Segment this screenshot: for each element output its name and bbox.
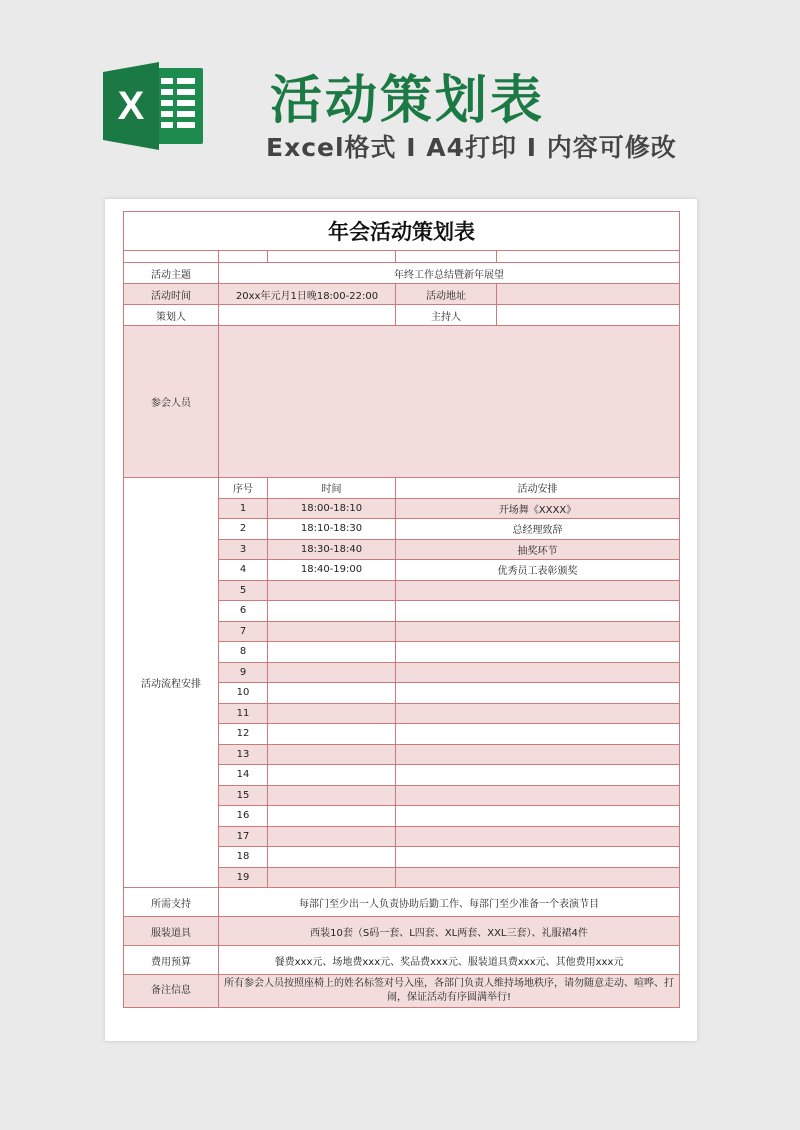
schedule-no-cell[interactable]: 9 — [219, 662, 268, 683]
schedule-time-cell[interactable]: 18:30-18:40 — [268, 539, 396, 560]
place-label: 活动地址 — [396, 284, 497, 305]
gap-cell — [268, 251, 396, 263]
schedule-no-cell[interactable]: 1 — [219, 498, 268, 519]
gap-cell — [396, 251, 497, 263]
attendees-label: 参会人员 — [124, 326, 219, 478]
schedule-item-cell[interactable] — [396, 806, 680, 827]
schedule-no-cell[interactable]: 18 — [219, 847, 268, 868]
schedule-time-cell[interactable]: 18:00-18:10 — [268, 498, 396, 519]
schedule-time-cell[interactable] — [268, 683, 396, 704]
schedule-no-cell[interactable]: 15 — [219, 785, 268, 806]
schedule-no-cell[interactable]: 19 — [219, 867, 268, 888]
schedule-no-cell[interactable]: 16 — [219, 806, 268, 827]
schedule-item-cell[interactable] — [396, 826, 680, 847]
time-value[interactable]: 20xx年元月1日晚18:00-22:00 — [219, 284, 396, 305]
schedule-item-cell[interactable] — [396, 662, 680, 683]
schedule-no-cell[interactable]: 10 — [219, 683, 268, 704]
schedule-label: 活动流程安排 — [124, 478, 219, 888]
gap-cell — [497, 251, 680, 263]
host-label: 主持人 — [396, 305, 497, 326]
schedule-item-cell[interactable]: 优秀员工表彰颁奖 — [396, 560, 680, 581]
theme-label: 活动主题 — [124, 263, 219, 284]
schedule-time-cell[interactable] — [268, 642, 396, 663]
banner-subtitle: Excel格式 I A4打印 I 内容可修改 — [266, 133, 677, 162]
excel-logo-icon — [103, 62, 205, 150]
schedule-item-cell[interactable]: 抽奖环节 — [396, 539, 680, 560]
schedule-header-no: 序号 — [219, 478, 268, 499]
schedule-item-cell[interactable] — [396, 867, 680, 888]
schedule-item-cell[interactable] — [396, 683, 680, 704]
schedule-no-cell[interactable]: 17 — [219, 826, 268, 847]
support-label: 所需支持 — [124, 888, 219, 917]
schedule-time-cell[interactable] — [268, 765, 396, 786]
schedule-no-cell[interactable]: 14 — [219, 765, 268, 786]
plan-table — [123, 211, 680, 1008]
costume-value[interactable]: 西装10套（S码一套、L四套、XL两套、XXL三套）、礼服裙4件 — [219, 917, 680, 946]
schedule-no-cell[interactable]: 11 — [219, 703, 268, 724]
schedule-no-cell[interactable]: 8 — [219, 642, 268, 663]
schedule-time-cell[interactable] — [268, 867, 396, 888]
schedule-item-cell[interactable] — [396, 785, 680, 806]
schedule-item-cell[interactable]: 开场舞《XXXX》 — [396, 498, 680, 519]
gap-cell — [124, 251, 219, 263]
schedule-no-cell[interactable]: 7 — [219, 621, 268, 642]
remark-value[interactable]: 所有参会人员按照座椅上的姓名标签对号入座，各部门负责人维持场地秩序，请勿随意走动、喧哗、打闹，保证活动有序圆满举行! — [219, 975, 680, 1008]
schedule-time-cell[interactable]: 18:10-18:30 — [268, 519, 396, 540]
schedule-time-cell[interactable] — [268, 744, 396, 765]
schedule-time-cell[interactable] — [268, 703, 396, 724]
schedule-time-cell[interactable] — [268, 826, 396, 847]
document-page — [105, 199, 697, 1041]
schedule-time-cell[interactable] — [268, 662, 396, 683]
place-value[interactable] — [497, 284, 680, 305]
schedule-item-cell[interactable] — [396, 580, 680, 601]
schedule-time-cell[interactable] — [268, 580, 396, 601]
schedule-item-cell[interactable] — [396, 724, 680, 745]
host-value[interactable] — [497, 305, 680, 326]
budget-label: 费用预算 — [124, 946, 219, 975]
schedule-item-cell[interactable] — [396, 601, 680, 622]
schedule-time-cell[interactable] — [268, 601, 396, 622]
schedule-time-cell[interactable] — [268, 806, 396, 827]
schedule-item-cell[interactable] — [396, 765, 680, 786]
remark-label: 备注信息 — [124, 975, 219, 1008]
time-label: 活动时间 — [124, 284, 219, 305]
excel-logo-letter: X — [117, 84, 145, 128]
schedule-header-time: 时间 — [268, 478, 396, 499]
schedule-time-cell[interactable] — [268, 724, 396, 745]
schedule-header-item: 活动安排 — [396, 478, 680, 499]
theme-value[interactable]: 年终工作总结暨新年展望 — [219, 263, 680, 284]
schedule-no-cell[interactable]: 3 — [219, 539, 268, 560]
budget-value[interactable]: 餐费xxx元、场地费xxx元、奖品费xxx元、服装道具费xxx元、其他费用xxx元 — [219, 946, 680, 975]
schedule-item-cell[interactable] — [396, 744, 680, 765]
attendees-value[interactable] — [219, 326, 680, 478]
schedule-time-cell[interactable] — [268, 785, 396, 806]
schedule-time-cell[interactable] — [268, 621, 396, 642]
schedule-no-cell[interactable]: 2 — [219, 519, 268, 540]
schedule-item-cell[interactable] — [396, 642, 680, 663]
schedule-no-cell[interactable]: 6 — [219, 601, 268, 622]
schedule-item-cell[interactable] — [396, 703, 680, 724]
sheet-title: 年会活动策划表 — [124, 212, 680, 251]
schedule-no-cell[interactable]: 13 — [219, 744, 268, 765]
schedule-no-cell[interactable]: 12 — [219, 724, 268, 745]
banner-title: 活动策划表 — [270, 71, 546, 131]
schedule-no-cell[interactable]: 4 — [219, 560, 268, 581]
schedule-no-cell[interactable]: 5 — [219, 580, 268, 601]
schedule-item-cell[interactable]: 总经理致辞 — [396, 519, 680, 540]
planner-value[interactable] — [219, 305, 396, 326]
schedule-item-cell[interactable] — [396, 621, 680, 642]
schedule-item-cell[interactable] — [396, 847, 680, 868]
planner-label: 策划人 — [124, 305, 219, 326]
schedule-time-cell[interactable] — [268, 847, 396, 868]
gap-cell — [219, 251, 268, 263]
support-value[interactable]: 每部门至少出一人负责协助后勤工作、每部门至少准备一个表演节目 — [219, 888, 680, 917]
schedule-time-cell[interactable]: 18:40-19:00 — [268, 560, 396, 581]
costume-label: 服装道具 — [124, 917, 219, 946]
